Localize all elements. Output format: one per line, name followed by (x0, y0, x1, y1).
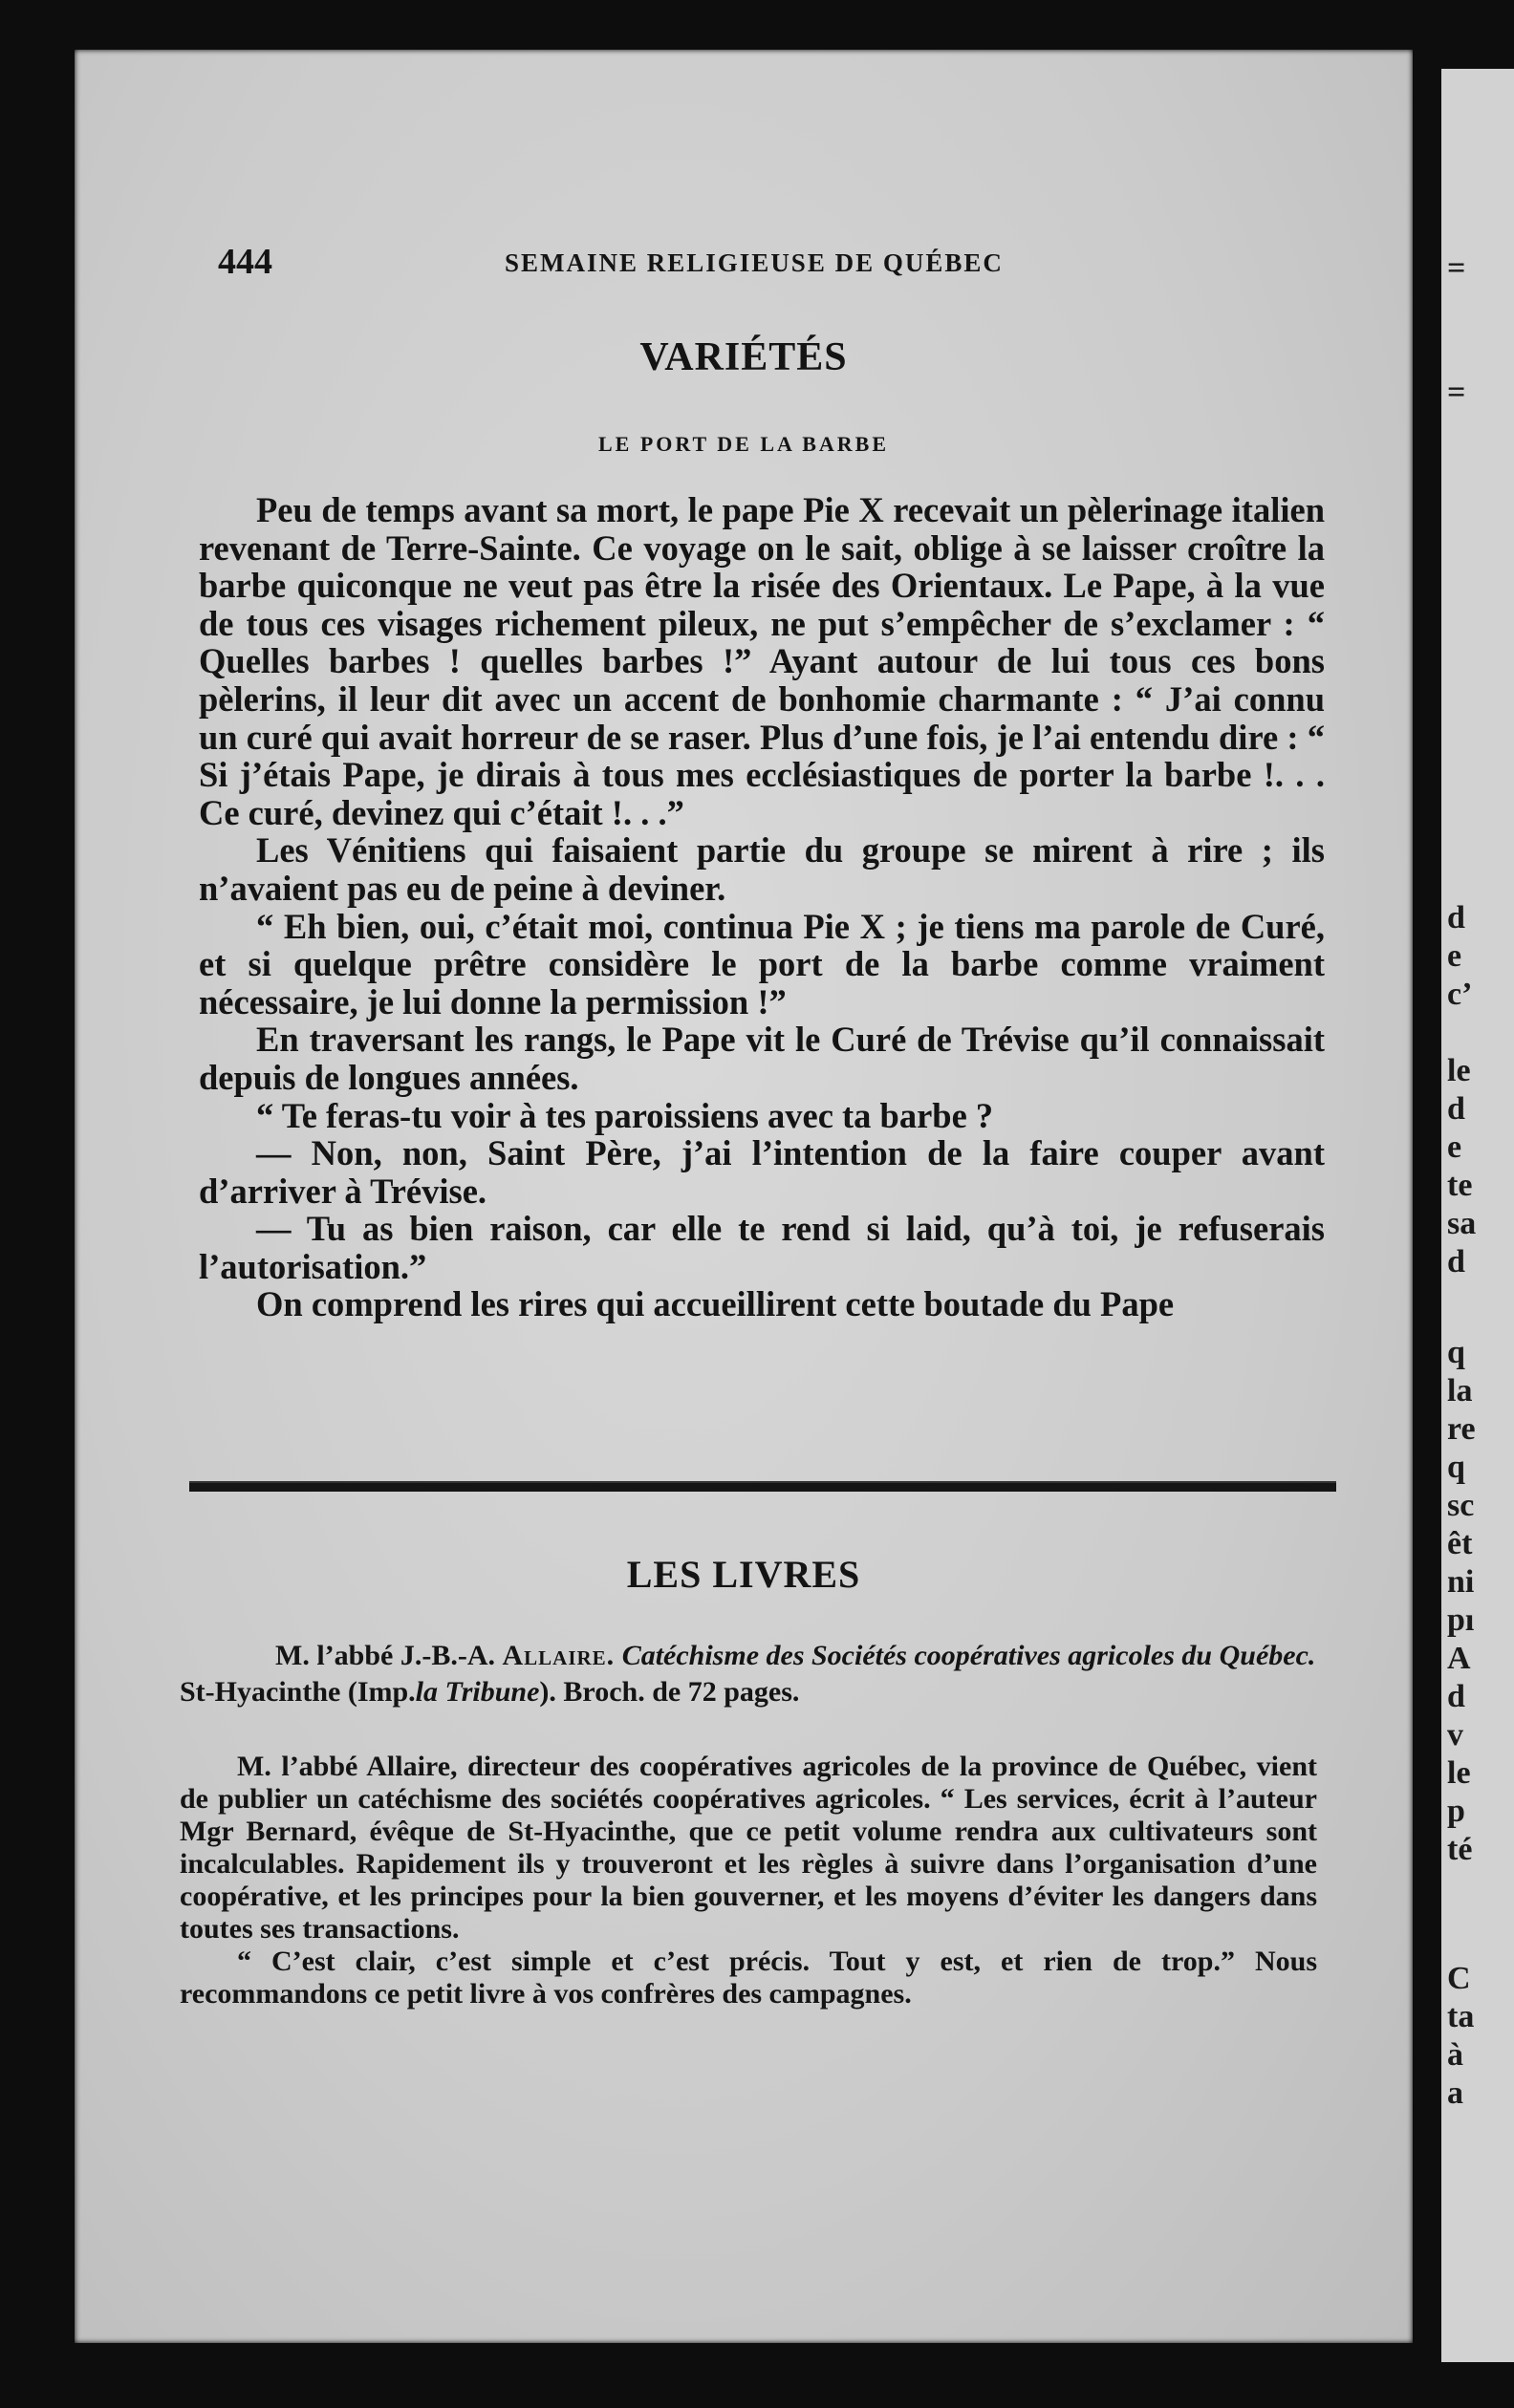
citation-prefix: M. l’abbé J.-B.-A. (275, 1640, 495, 1671)
adjacent-fragment: êt (1447, 1526, 1473, 1561)
varietes-heading: VARIÉTÉS (639, 335, 848, 379)
article-paragraph: “ Eh bien, oui, c’était moi, continua Pie X ; je tiens ma parole de Curé, et si quelque prêtre considère le port de la barbe comme vraiment nécessaire, je lui donne la permission !” (199, 906, 1325, 1021)
article-paragraph: — Tu as bien raison, car elle te rend si laid, qu’à toi, je refuserais l’autorisation.” (199, 1209, 1325, 1286)
adjacent-fragment: à (1447, 2037, 1463, 2073)
adjacent-fragment: la (1447, 1373, 1473, 1408)
article-paragraph: On comprend les rires qui accueillirent cette boutade du Pape (256, 1284, 1175, 1324)
citation-publisher: la Tribune (415, 1676, 540, 1708)
adjacent-page-strip (1441, 69, 1514, 2362)
adjacent-fragment: = (1447, 250, 1466, 286)
adjacent-fragment: pı (1447, 1602, 1475, 1638)
adjacent-fragment: ta (1447, 1999, 1475, 2034)
adjacent-fragment: sc (1447, 1488, 1475, 1523)
article-paragraph: Les Vénitiens qui faisaient partie du groupe se mirent à rire ; ils n’avaient pas eu de peine à deviner. (199, 830, 1325, 908)
adjacent-fragment: d (1447, 900, 1465, 935)
adjacent-fragment: d (1447, 1244, 1465, 1279)
article-paragraph: — Non, non, Saint Père, j’ai l’intention de la faire couper avant d’arriver à Trévise. (199, 1133, 1325, 1211)
adjacent-fragment: le (1447, 1053, 1471, 1088)
adjacent-fragment: sa (1447, 1206, 1477, 1241)
citation-work: Catéchisme des Sociétés coopératives agricoles du Québec. (621, 1640, 1316, 1671)
article-paragraph: Peu de temps avant sa mort, le pape Pie X recevait un pèlerinage italien revenant de Terre-Sainte. Ce voyage on le sait, oblige à se laisser croître la barbe quiconque ne veut pas être la risée des Orientaux. Le Pape, à la vue de tous ces visages richement pileux, ne put s’empêcher de s’exclamer : “ Quelles barbes ! quelles barbes !” Ayant autour de lui tous ces bons pèlerins, il leur dit avec un accent de bonhomie charmante : “ J’ai connu un curé qui avait horreur de se raser. Plus d’une fois, je l’ai entendu dire : “ Si j’étais Pape, je dirais à tous mes ecclésiastiques de porter la barbe !. . . Ce curé, devinez qui c’était !. . .” (199, 490, 1325, 832)
adjacent-fragment: e (1447, 1129, 1462, 1165)
book-citation (180, 1638, 1317, 1710)
adjacent-fragment: te (1447, 1168, 1473, 1203)
journal-title: SEMAINE RELIGIEUSE DE QUÉBEC (505, 248, 1004, 277)
adjacent-fragment: q (1447, 1335, 1465, 1370)
varietes-article (199, 491, 1325, 1323)
adjacent-fragment: té (1447, 1832, 1473, 1867)
adjacent-fragment: = (1447, 375, 1466, 410)
adjacent-fragment: p (1447, 1794, 1465, 1829)
adjacent-fragment: d (1447, 1091, 1465, 1127)
section-divider (189, 1481, 1336, 1492)
running-head (218, 241, 1174, 289)
review-paragraph: “ C’est clair, c’est simple et c’est précis. Tout y est, et rien de trop.” Nous recommandons ce petit livre à vos confrères des campagnes. (180, 1946, 1317, 2010)
citation-place: St-Hyacinthe (Imp. (180, 1676, 416, 1708)
adjacent-fragment: c’ (1447, 977, 1473, 1012)
adjacent-fragment: le (1447, 1755, 1471, 1791)
livres-review (180, 1751, 1317, 2010)
review-paragraph: M. l’abbé Allaire, directeur des coopératives agricoles de la province de Québec, vient de publier un catéchisme des sociétés coopératives agricoles. “ Les services, écrit à l’auteur Mgr Bernard, évêque de St-Hyacinthe, que ce petit volume rendra aux cultivateurs sont incalculables. Rapidement ils y trouveront et les règles à suivre dans l’organisation d’une coopérative, et les principes pour la bien gouverner, et les moyens d’éviter les dangers dans toutes ses transactions. (180, 1751, 1317, 1945)
adjacent-fragment: e (1447, 938, 1462, 974)
adjacent-fragment: q (1447, 1450, 1465, 1485)
adjacent-fragment: d (1447, 1679, 1465, 1714)
adjacent-fragment: a (1447, 2075, 1463, 2111)
varietes-subheading: LE PORT DE LA BARBE (598, 432, 889, 456)
adjacent-fragment: re (1447, 1411, 1476, 1447)
livres-heading: LES LIVRES (626, 1553, 861, 1596)
citation-author: Allaire. (502, 1640, 616, 1671)
adjacent-fragment: C (1447, 1961, 1471, 1996)
article-paragraph: En traversant les rangs, le Pape vit le Curé de Trévise qu’il connaissait depuis de longues années. (199, 1020, 1325, 1097)
article-paragraph: “ Te feras-tu voir à tes paroissiens avec ta barbe ? (256, 1095, 994, 1135)
adjacent-fragment: v (1447, 1717, 1463, 1752)
adjacent-fragment: A (1447, 1641, 1471, 1676)
document-page (75, 50, 1413, 2343)
citation-details: ). Broch. de 72 pages. (539, 1676, 800, 1708)
adjacent-fragment: ni (1447, 1564, 1475, 1600)
page-number: 444 (218, 242, 272, 282)
